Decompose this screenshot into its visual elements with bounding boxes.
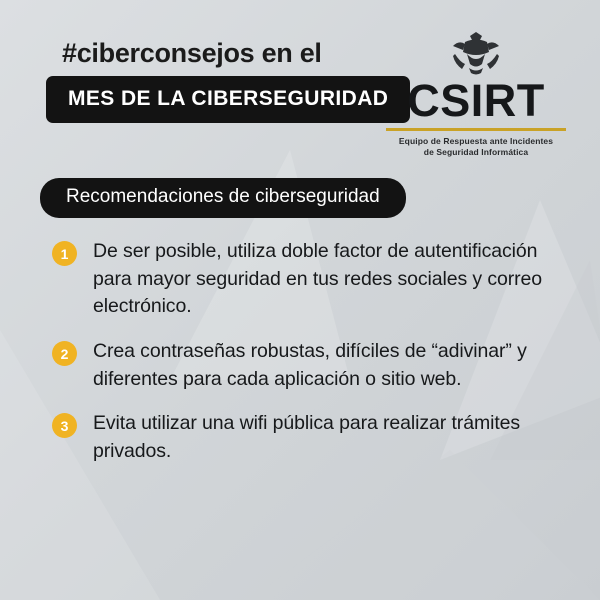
- tip-number-badge: 2: [52, 341, 77, 366]
- list-item: [52, 238, 552, 321]
- logo-subtitle-line1: Equipo de Respuesta ante Incidentes: [398, 136, 554, 146]
- tip-text: Evita utilizar una wifi pública para realizar trámites privados.: [93, 412, 521, 463]
- csirt-logo: [386, 30, 566, 159]
- campaign-banner: MES DE LA CIBERSEGURIDAD: [46, 76, 410, 123]
- list-item: [52, 410, 552, 465]
- list-item: [52, 338, 552, 393]
- logo-subtitle-line2: de Seguridad Informática: [423, 147, 529, 158]
- csirt-wordmark: CSIRT: [407, 75, 545, 126]
- tip-text: Crea contraseñas robustas, difíciles de “adivinar” y diferentes para cada aplicación o sitio web.: [93, 340, 527, 390]
- coat-of-arms-icon: [447, 30, 505, 76]
- tip-number-badge: 1: [52, 241, 77, 266]
- tip-number-badge: 3: [52, 413, 77, 438]
- tips-list: [52, 238, 552, 483]
- hashtag-line: #ciberconsejos en el: [62, 38, 322, 68]
- section-title: Recomendaciones de ciberseguridad: [40, 178, 406, 218]
- logo-divider: [386, 128, 566, 131]
- tip-text: De ser posible, utiliza doble factor de autentificación para mayor seguridad en tus redes sociales y correo electrónico.: [93, 240, 543, 318]
- header: [0, 24, 600, 164]
